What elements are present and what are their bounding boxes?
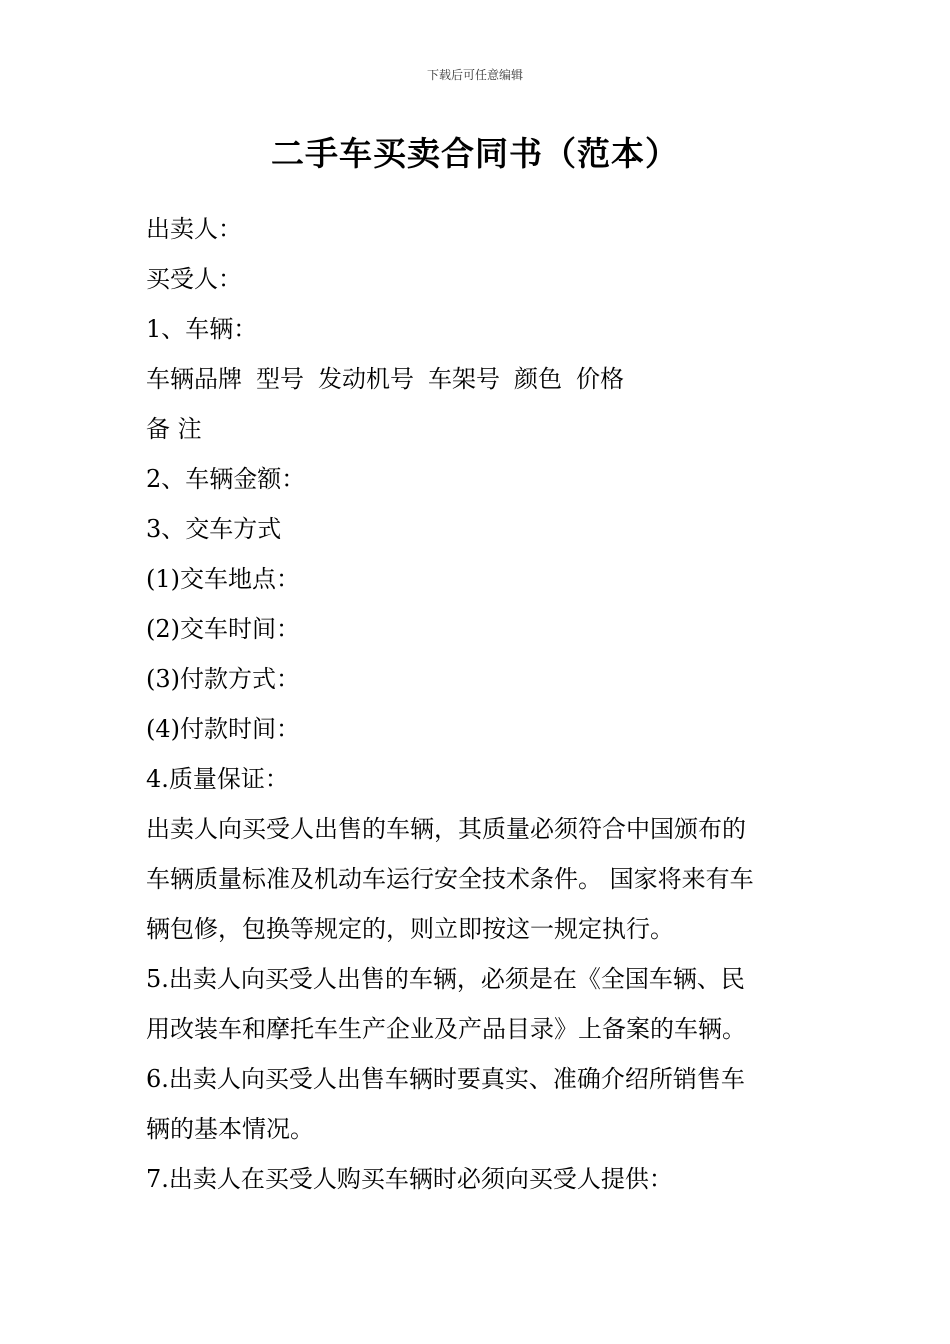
buyer-line: 买受人： [146,265,242,293]
clause-6-line-2: 辆的基本情况。 [146,1115,314,1143]
delivery-heading: 3、交车方式 [146,515,282,543]
contract-body [146,204,806,1204]
field-price: 价格 [576,365,624,393]
remarks-line: 备 注 [146,415,202,443]
delivery-place-line: (1)交车地点： [146,565,300,593]
payment-time-line: (4)付款时间： [146,715,300,743]
seller-line: 出卖人： [146,215,242,243]
quality-paragraph-line-3: 辆包修，包换等规定的，则立即按这一规定执行。 [146,915,674,943]
quality-paragraph-line-1: 出卖人向买受人出售的车辆，其质量必须符合中国颁布的 [146,815,746,843]
clause-5-line-1: 5.出卖人向买受人出售的车辆，必须是在《全国车辆、民 [146,965,745,993]
header-note: 下载后可任意编辑 [426,68,523,82]
clause-6-line-1: 6.出卖人向买受人出售车辆时要真实、准确介绍所销售车 [146,1065,745,1093]
vehicle-fields-row [146,354,806,404]
field-color: 颜色 [514,365,562,393]
field-frame-number: 车架号 [428,365,500,393]
vehicle-heading: 1、车辆： [146,315,258,343]
quality-heading: 4.质量保证： [146,765,289,793]
clause-7-line: 7.出卖人在买受人购买车辆时必须向买受人提供： [146,1165,673,1193]
amount-line: 2、车辆金额： [146,465,306,493]
clause-5-line-2: 用改装车和摩托车生产企业及产品目录》上备案的车辆。 [146,1015,746,1043]
field-brand: 车辆品牌 [146,365,242,393]
quality-paragraph-line-2: 车辆质量标准及机动车运行安全技术条件。 国家将来有车 [146,865,754,893]
field-engine-number: 发动机号 [318,365,414,393]
field-model: 型号 [256,365,304,393]
document-title: 二手车买卖合同书（范本） [271,134,679,173]
payment-method-line: (3)付款方式： [146,665,300,693]
delivery-time-line: (2)交车时间： [146,615,300,643]
